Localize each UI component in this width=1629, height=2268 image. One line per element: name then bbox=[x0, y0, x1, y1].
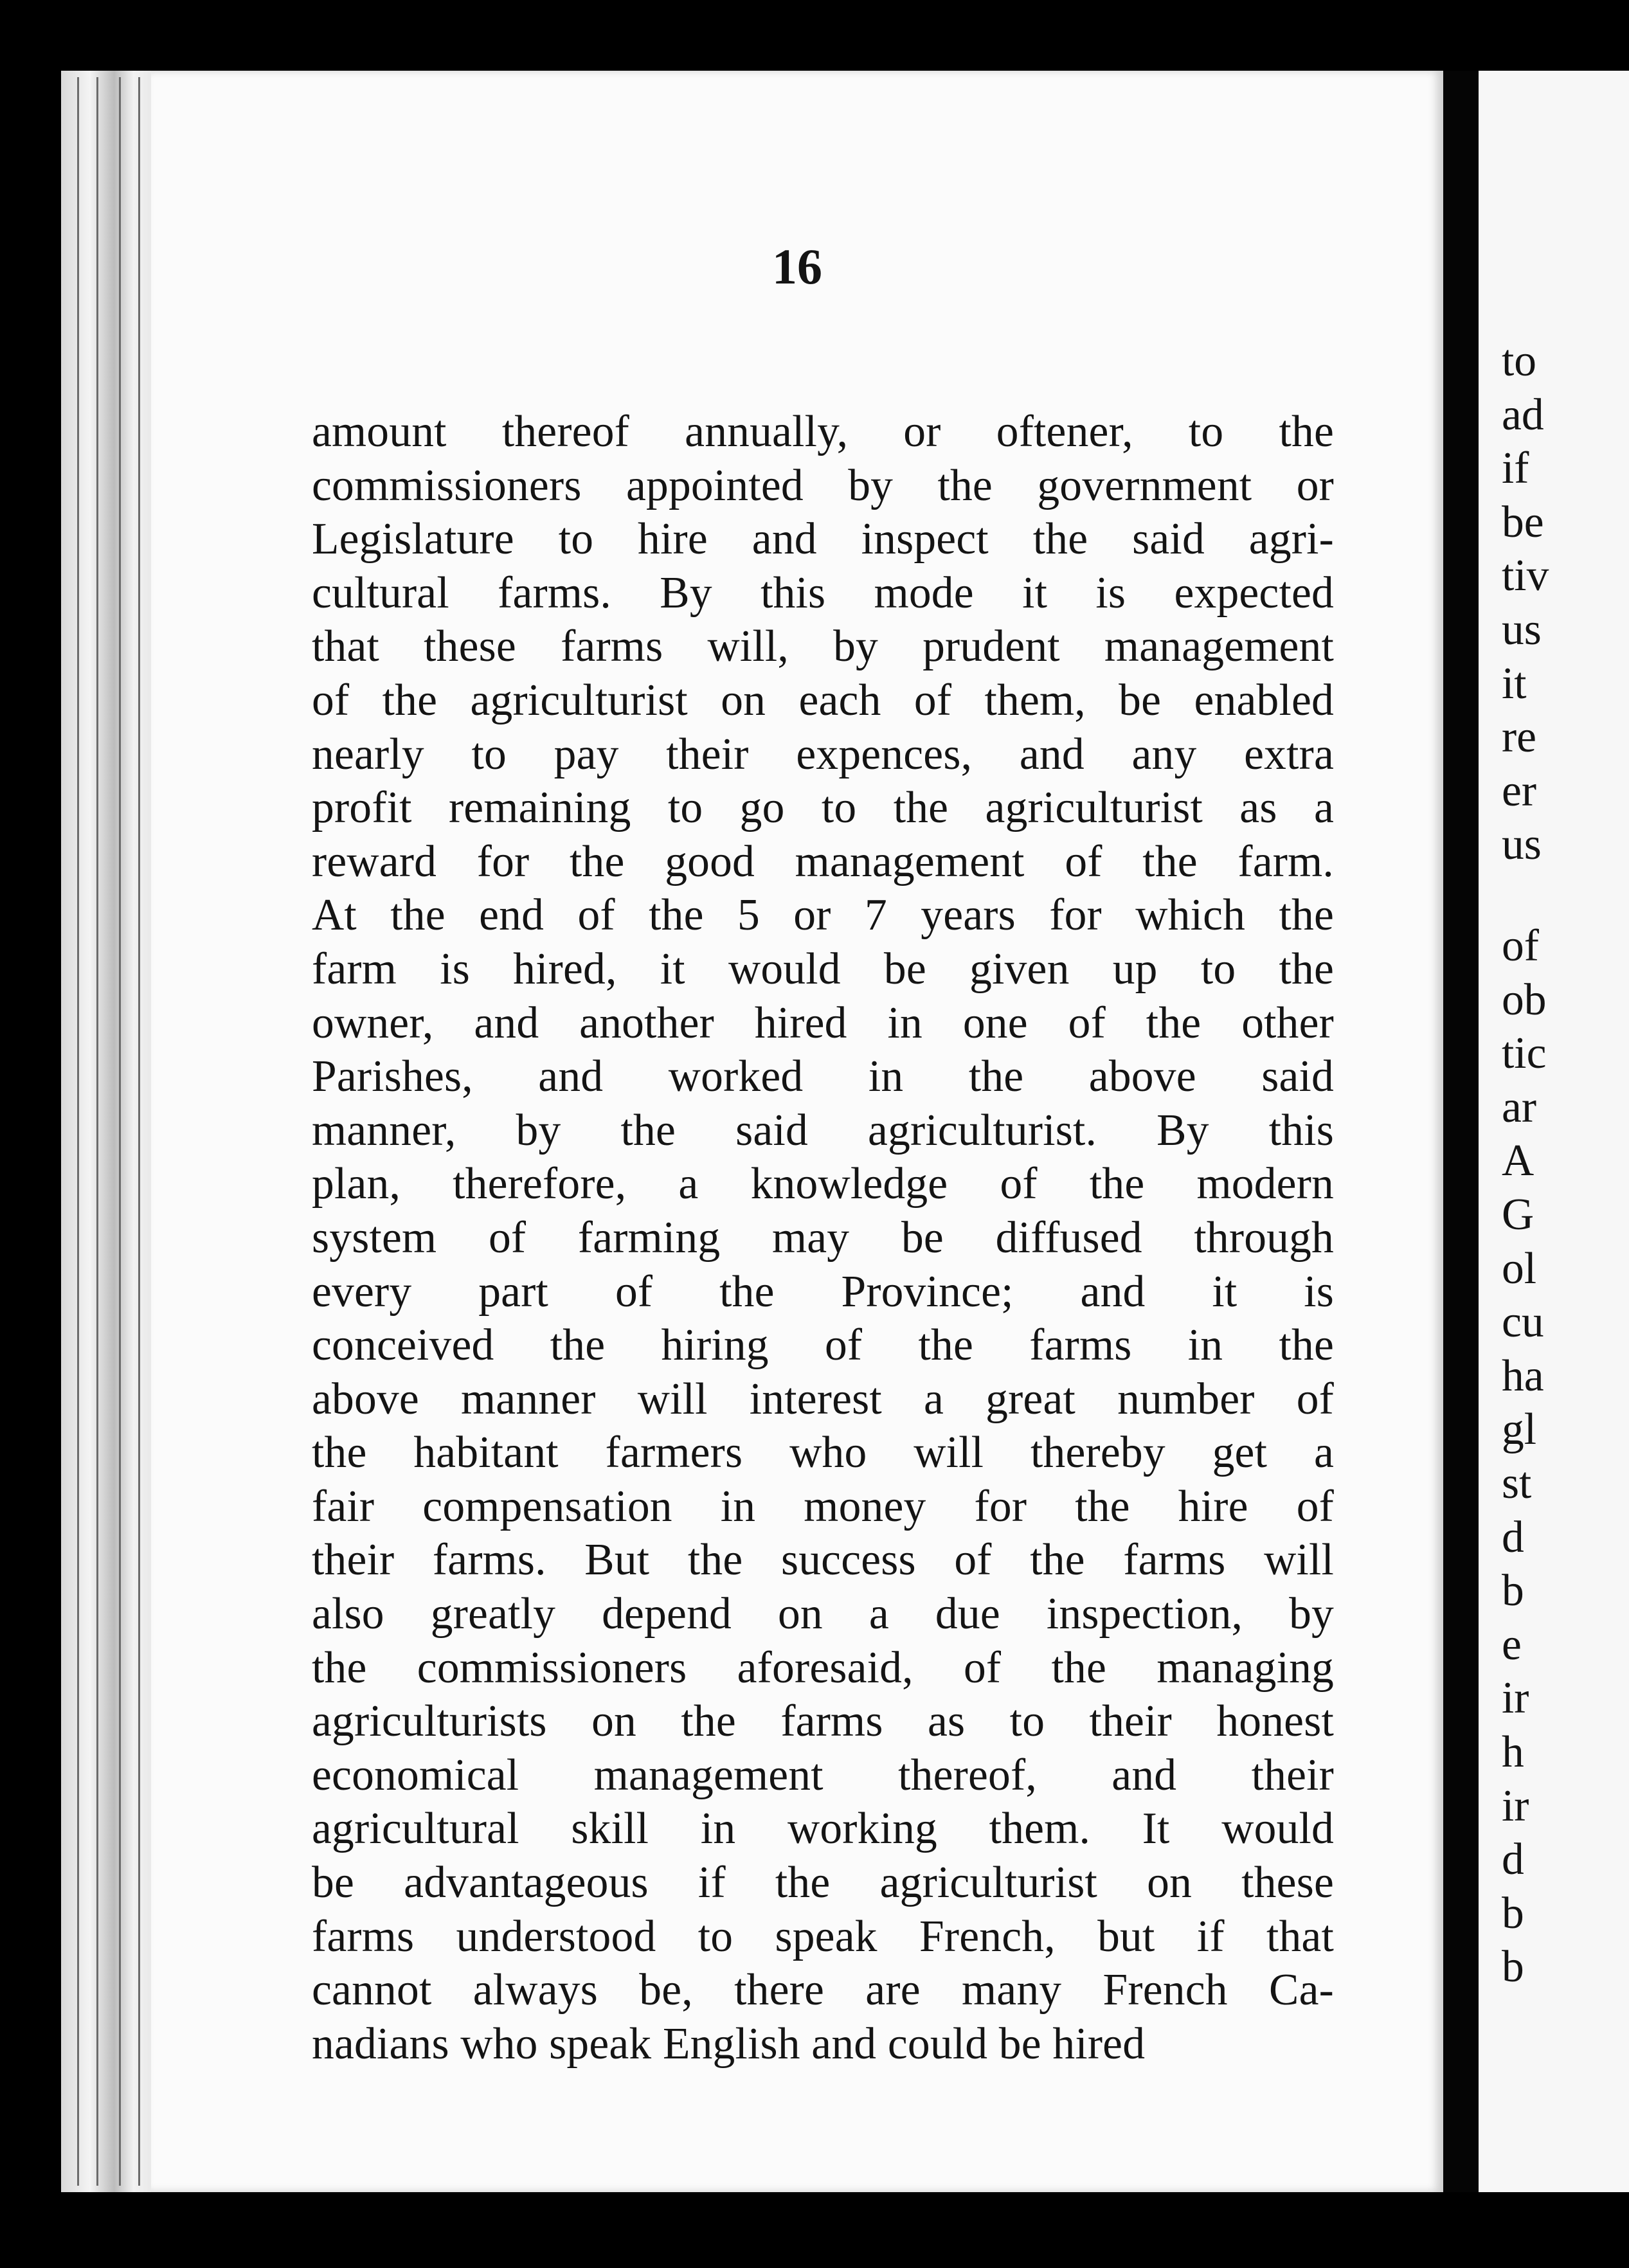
page-number: 16 bbox=[772, 239, 822, 294]
text-line: fair compensation in money for the hire of bbox=[312, 1481, 1334, 1531]
text-line: agriculturists on the farms as to their honest bbox=[312, 1697, 1334, 1747]
facing-page-fragment: ob bbox=[1502, 975, 1547, 1025]
text-line: system of farming may be diffused through bbox=[312, 1212, 1334, 1263]
text-line: commissioners appointed by the government or bbox=[312, 460, 1334, 510]
text-line: the commissioners aforesaid, of the managing bbox=[312, 1643, 1334, 1693]
facing-page-fragment: d bbox=[1502, 1835, 1524, 1885]
facing-page-fragment: b bbox=[1502, 1888, 1524, 1938]
body-text bbox=[312, 405, 1334, 2071]
text-line: above manner will interest a great number of bbox=[312, 1374, 1334, 1424]
facing-page-fragment: be bbox=[1502, 497, 1544, 547]
facing-page-fragment: re bbox=[1502, 712, 1536, 762]
facing-page-fragment: h bbox=[1502, 1727, 1524, 1777]
text-line: At the end of the 5 or 7 years for which the bbox=[312, 890, 1334, 941]
book-gutter bbox=[1443, 71, 1479, 2192]
facing-page-fragment: ar bbox=[1502, 1082, 1536, 1132]
text-line: profit remaining to go to the agriculturist as a bbox=[312, 783, 1334, 833]
text-line: cultural farms. By this mode it is expected bbox=[312, 568, 1334, 618]
facing-page-fragment: cu bbox=[1502, 1297, 1544, 1347]
text-line: cannot always be, there are many French Ca- bbox=[312, 1965, 1334, 2015]
facing-page-fragment: d bbox=[1502, 1512, 1524, 1562]
page-edge-line bbox=[77, 77, 79, 2186]
facing-page-fragment: tic bbox=[1502, 1029, 1547, 1079]
facing-page-fragment: if bbox=[1502, 444, 1529, 494]
text-line: also greatly depend on a due inspection, by bbox=[312, 1589, 1334, 1639]
facing-page-fragment: of bbox=[1502, 921, 1539, 971]
page-edge-line bbox=[96, 77, 98, 2186]
facing-page-fragment: G bbox=[1502, 1190, 1534, 1239]
text-line: farms understood to speak French, but if that bbox=[312, 1911, 1334, 1961]
text-line: plan, therefore, a knowledge of the modern bbox=[312, 1159, 1334, 1209]
facing-page-fragment: ir bbox=[1502, 1673, 1529, 1724]
text-line: economical management thereof, and their bbox=[312, 1750, 1334, 1800]
text-line: their farms. But the success of the farms will bbox=[312, 1535, 1334, 1585]
facing-page-fragment: ir bbox=[1502, 1781, 1529, 1831]
facing-page-fragment: us bbox=[1502, 820, 1542, 870]
facing-page-fragment: it bbox=[1502, 658, 1527, 708]
main-page bbox=[151, 71, 1443, 2192]
text-line: every part of the Province; and it is bbox=[312, 1266, 1334, 1317]
text-line: reward for the good management of the farm. bbox=[312, 836, 1334, 887]
facing-page-fragment: b bbox=[1502, 1566, 1524, 1616]
facing-page-fragment: tiv bbox=[1502, 551, 1549, 601]
text-line: agricultural skill in working them. It would bbox=[312, 1804, 1334, 1854]
text-line: conceived the hiring of the farms in the bbox=[312, 1320, 1334, 1371]
facing-page-fragment: A bbox=[1502, 1136, 1534, 1186]
text-line: manner, by the said agriculturist. By this bbox=[312, 1105, 1334, 1155]
text-line: nadians who speak English and could be hired bbox=[312, 2019, 1146, 2069]
text-line: Legislature to hire and inspect the said agri- bbox=[312, 514, 1334, 564]
page-edge-line bbox=[119, 77, 121, 2186]
facing-page-fragment: ha bbox=[1502, 1351, 1544, 1401]
facing-page-fragment: er bbox=[1502, 766, 1536, 816]
text-line: amount thereof annually, or oftener, to the bbox=[312, 407, 1334, 456]
facing-page-fragment: st bbox=[1502, 1459, 1532, 1508]
book-page-edges bbox=[61, 71, 158, 2192]
text-line: be advantageous if the agriculturist on these bbox=[312, 1858, 1334, 1908]
page-edge-line bbox=[138, 77, 140, 2186]
facing-page-fragment: ad bbox=[1502, 390, 1544, 440]
facing-page-fragment: gl bbox=[1502, 1405, 1537, 1455]
facing-page-fragment: e bbox=[1502, 1619, 1522, 1670]
text-line: owner, and another hired in one of the other bbox=[312, 998, 1334, 1048]
text-line: nearly to pay their expences, and any extra bbox=[312, 729, 1334, 779]
facing-page-fragment: b bbox=[1502, 1942, 1524, 1992]
text-line: farm is hired, it would be given up to the bbox=[312, 944, 1334, 994]
text-line: Parishes, and worked in the above said bbox=[312, 1052, 1334, 1102]
facing-page-fragment: to bbox=[1502, 336, 1537, 386]
text-line: the habitant farmers who will thereby get a bbox=[312, 1428, 1334, 1478]
facing-page-fragment: ol bbox=[1502, 1243, 1537, 1293]
text-line: that these farms will, by prudent management bbox=[312, 622, 1334, 672]
facing-page-fragment: us bbox=[1502, 605, 1542, 654]
facing-page bbox=[1479, 71, 1629, 2192]
text-line: of the agriculturist on each of them, be enabled bbox=[312, 675, 1334, 725]
